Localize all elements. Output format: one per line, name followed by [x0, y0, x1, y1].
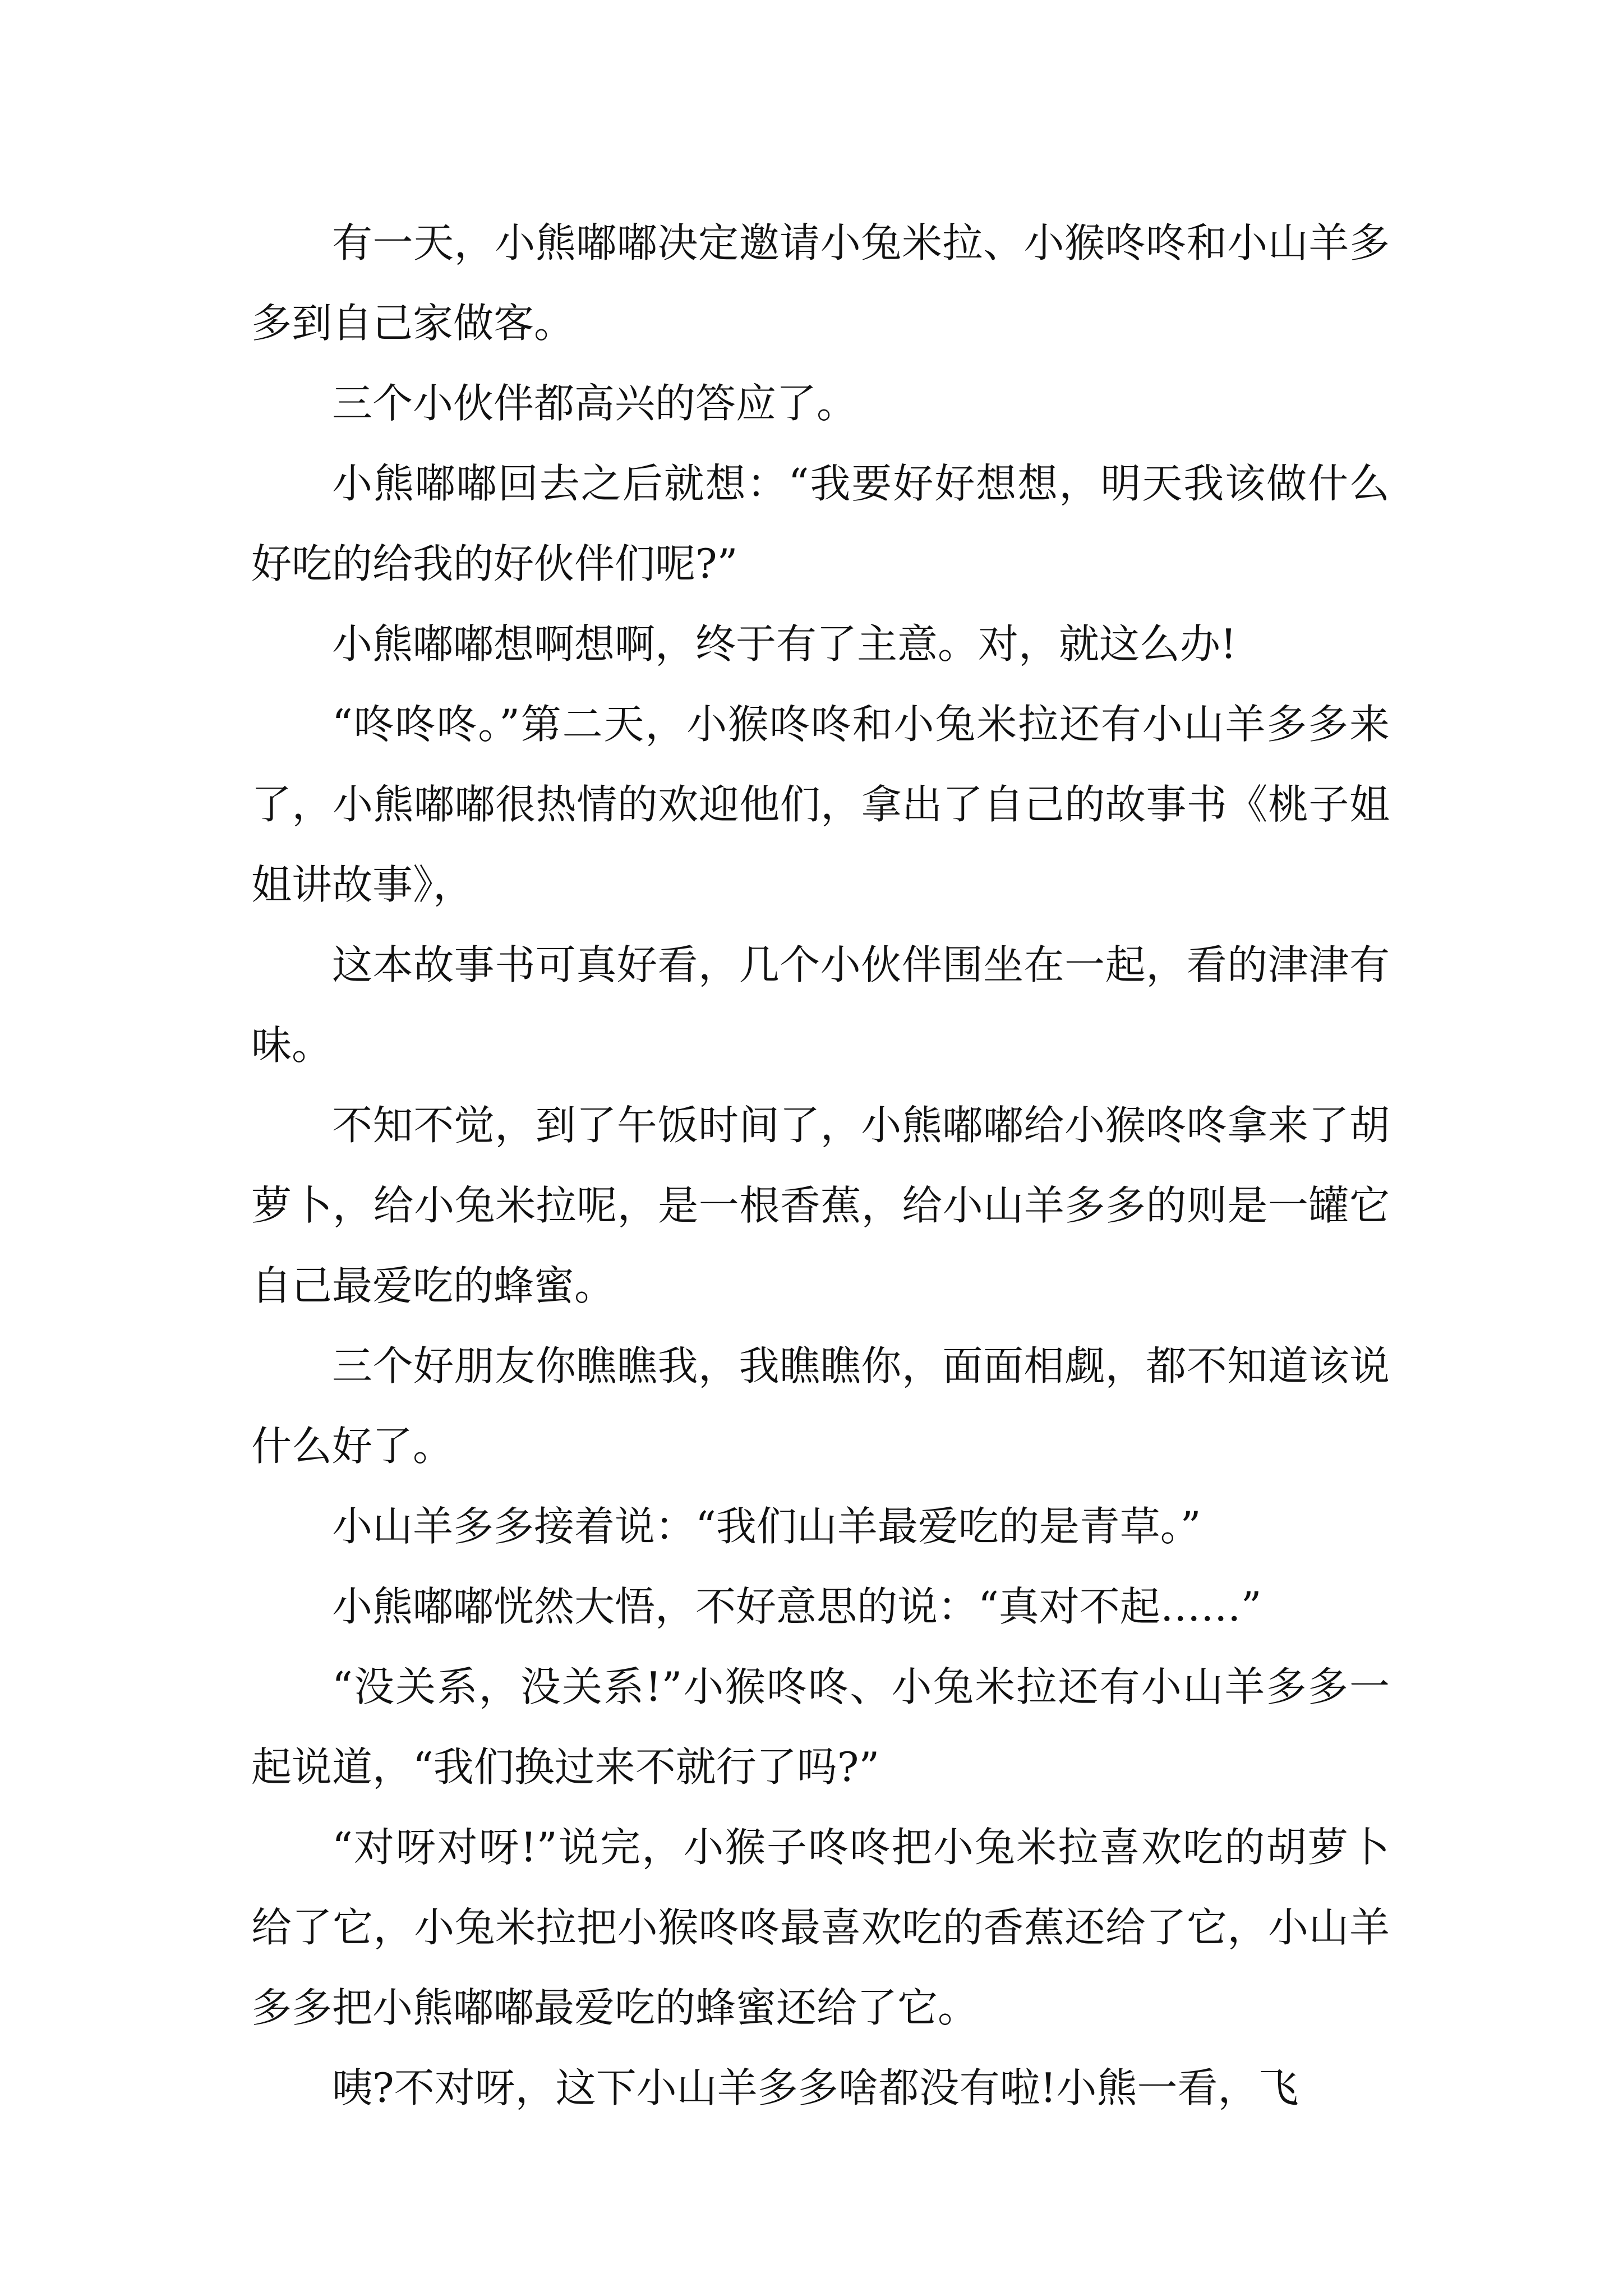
paragraph-4: 小熊嘟嘟想啊想啊，终于有了主意。对，就这么办! — [332, 620, 1237, 668]
paragraph-7: 不知不觉，到了午饭时间了，小熊嘟嘟给小猴咚咚拿来了胡萝卜，给小兔米拉呢，是一根香蕉，给小山羊多多的则是一罐它自己最爱吃的蜂蜜。 — [251, 1102, 1390, 1309]
paragraph-1: 有一天，小熊嘟嘟决定邀请小兔米拉、小猴咚咚和小山羊多多到自己家做客。 — [251, 219, 1390, 347]
paragraph-11: “没关系，没关系!”小猴咚咚、小兔米拉还有小山羊多多一起说道，“我们换过来不就行了吗?” — [251, 1663, 1390, 1791]
paragraph-6: 这本故事书可真好看，几个小伙伴围坐在一起，看的津津有味。 — [251, 941, 1390, 1069]
paragraph-10: 小熊嘟嘟恍然大悟，不好意思的说：“真对不起……” — [332, 1583, 1262, 1630]
paragraph-5: “咚咚咚。”第二天，小猴咚咚和小兔米拉还有小山羊多多来了，小熊嘟嘟很热情的欢迎他们，拿出了自己的故事书《桃子姐姐讲故事》， — [251, 701, 1390, 908]
paragraph-8: 三个好朋友你瞧瞧我，我瞧瞧你，面面相觑，都不知道该说什么好了。 — [251, 1342, 1390, 1470]
paragraph-13: 咦?不对呀，这下小山羊多多啥都没有啦!小熊一看，飞 — [332, 2064, 1299, 2111]
story-text — [251, 203, 1390, 2128]
paragraph-2: 三个小伙伴都高兴的答应了。 — [332, 380, 857, 427]
paragraph-12: “对呀对呀!”说完，小猴子咚咚把小兔米拉喜欢吃的胡萝卜给了它，小兔米拉把小猴咚咚最喜欢吃的香蕉还给了它，小山羊多多把小熊嘟嘟最爱吃的蜂蜜还给了它。 — [251, 1824, 1390, 2031]
paragraph-3: 小熊嘟嘟回去之后就想：“我要好好想想，明天我该做什么好吃的给我的好伙伴们呢?” — [251, 460, 1390, 587]
paragraph-9: 小山羊多多接着说：“我们山羊最爱吃的是青草。” — [332, 1503, 1201, 1550]
